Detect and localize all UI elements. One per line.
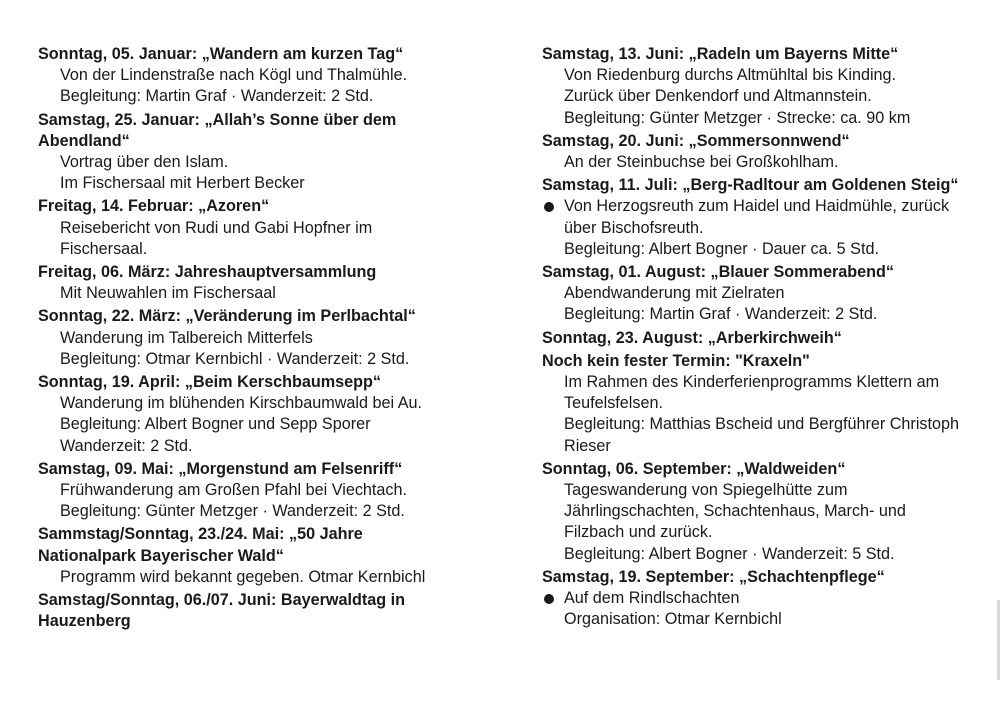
event-heading: Samstag/Sonntag, 06./07. Juni: Bayerwaldtag in Hauzenberg (38, 591, 406, 631)
event-heading: Sonntag, 06. September: „Waldweiden“ (542, 459, 846, 478)
event-entry (542, 44, 966, 129)
event-heading: Samstag, 09. Mai: „Morgenstund am Felsenriff“ (38, 459, 403, 478)
event-detail: Wanderzeit: 2 Std. (60, 436, 193, 455)
event-detail: Begleitung: Albert Bogner · Dauer ca. 5 Std. (564, 239, 879, 258)
event-entry (542, 262, 966, 326)
bullet-icon (544, 202, 554, 212)
event-detail: An der Steinbuchse bei Großkohlham. (564, 153, 839, 172)
event-detail: Begleitung: Günter Metzger · Strecke: ca. 90 km (564, 108, 911, 127)
event-detail: Organisation: Otmar Kernbichl (564, 610, 782, 629)
event-heading: Sonntag, 23. August: „Arberkirchweih“ (542, 328, 842, 347)
event-heading: Samstag, 20. Juni: „Sommersonnwend“ (542, 131, 850, 150)
event-heading: Sonntag, 22. März: „Veränderung im Perlbachtal“ (38, 307, 416, 326)
event-heading: Samstag, 11. Juli: „Berg-Radltour am Goldenen Steig“ (542, 176, 959, 195)
event-heading: Samstag, 13. Juni: „Radeln um Bayerns Mitte“ (542, 45, 899, 63)
event-heading: Samstag, 19. September: „Schachtenpflege“ (542, 567, 885, 586)
event-detail: Im Fischersaal mit Herbert Becker (60, 174, 305, 193)
event-entry (38, 306, 462, 370)
event-detail: Tageswanderung von Spiegelhütte zum Jährlingschachten, Schachtenhaus, March- und Filzbach und zurück. (564, 481, 906, 542)
event-detail: Vortrag über den Islam. (60, 153, 229, 172)
event-entry (38, 459, 462, 523)
event-detail: Begleitung: Günter Metzger · Wanderzeit: 2 Std. (60, 502, 405, 521)
event-detail: Abendwanderung mit Zielraten (564, 284, 785, 303)
event-detail: Frühwanderung am Großen Pfahl bei Viechtach. (60, 481, 408, 500)
event-heading: Noch kein fester Termin: "Kraxeln" (542, 351, 810, 370)
event-detail: Mit Neuwahlen im Fischersaal (60, 284, 276, 303)
event-entry (542, 131, 966, 173)
event-detail: Begleitung: Otmar Kernbichl · Wanderzeit: 2 Std. (60, 349, 410, 368)
event-detail: Programm wird bekannt gegeben. Otmar Kernbichl (60, 567, 426, 586)
event-bullet-detail (542, 588, 966, 609)
event-bullet-detail (542, 196, 966, 238)
bullet-text: Von Herzogsreuth zum Haidel und Haidmühle, zurück über Bischofsreuth. (564, 197, 950, 237)
event-entry (38, 196, 462, 260)
left-column (38, 44, 462, 634)
event-detail: Begleitung: Matthias Bscheid und Bergführer Christoph Rieser (564, 415, 960, 455)
event-entry (542, 459, 966, 565)
event-entry (542, 328, 966, 349)
event-detail: Im Rahmen des Kinderferienprogramms Klettern am Teufelsfelsen. (564, 373, 940, 413)
event-entry (542, 175, 966, 260)
event-entry (38, 110, 462, 195)
bullet-icon (544, 594, 554, 604)
event-entry (542, 567, 966, 631)
event-entry (38, 372, 462, 457)
event-detail: Wanderung im blühenden Kirschbaumwald bei Au. (60, 394, 423, 413)
event-detail: Zurück über Denkendorf und Altmannstein. (564, 87, 872, 106)
event-entry (38, 44, 462, 108)
event-heading: Freitag, 06. März: Jahreshauptversammlung (38, 263, 377, 282)
event-heading: Samstag, 01. August: „Blauer Sommerabend“ (542, 263, 895, 282)
event-detail: Begleitung: Martin Graf · Wanderzeit: 2 Std. (60, 87, 374, 106)
event-entry (38, 590, 462, 632)
event-detail: Von der Lindenstraße nach Kögl und Thalmühle. (60, 66, 408, 85)
event-detail: Begleitung: Albert Bogner · Wanderzeit: 5 Std. (564, 544, 895, 563)
event-entry (38, 262, 462, 304)
event-detail: Von Riedenburg durchs Altmühltal bis Kinding. (564, 66, 897, 85)
bullet-text: Auf dem Rindlschachten (564, 589, 740, 608)
event-heading: Sonntag, 05. Januar: „Wandern am kurzen Tag“ (38, 45, 404, 63)
event-heading: Sonntag, 19. April: „Beim Kerschbaumsepp“ (38, 373, 382, 392)
event-entry (542, 351, 966, 457)
event-detail: Reisebericht von Rudi und Gabi Hopfner im Fischersaal. (60, 218, 373, 258)
event-detail: Begleitung: Martin Graf · Wanderzeit: 2 Std. (564, 305, 878, 324)
right-column (542, 44, 966, 632)
event-entry (38, 524, 462, 588)
event-heading: Samstag, 25. Januar: „Allah’s Sonne über dem Abendland“ (38, 110, 397, 150)
event-detail: Begleitung: Albert Bogner und Sepp Sporer (60, 415, 371, 434)
event-heading: Sammstag/Sonntag, 23./24. Mai: „50 Jahre Nationalpark Bayerischer Wald“ (38, 525, 363, 565)
event-heading: Freitag, 14. Februar: „Azoren“ (38, 197, 270, 216)
event-detail: Wanderung im Talbereich Mitterfels (60, 328, 313, 347)
